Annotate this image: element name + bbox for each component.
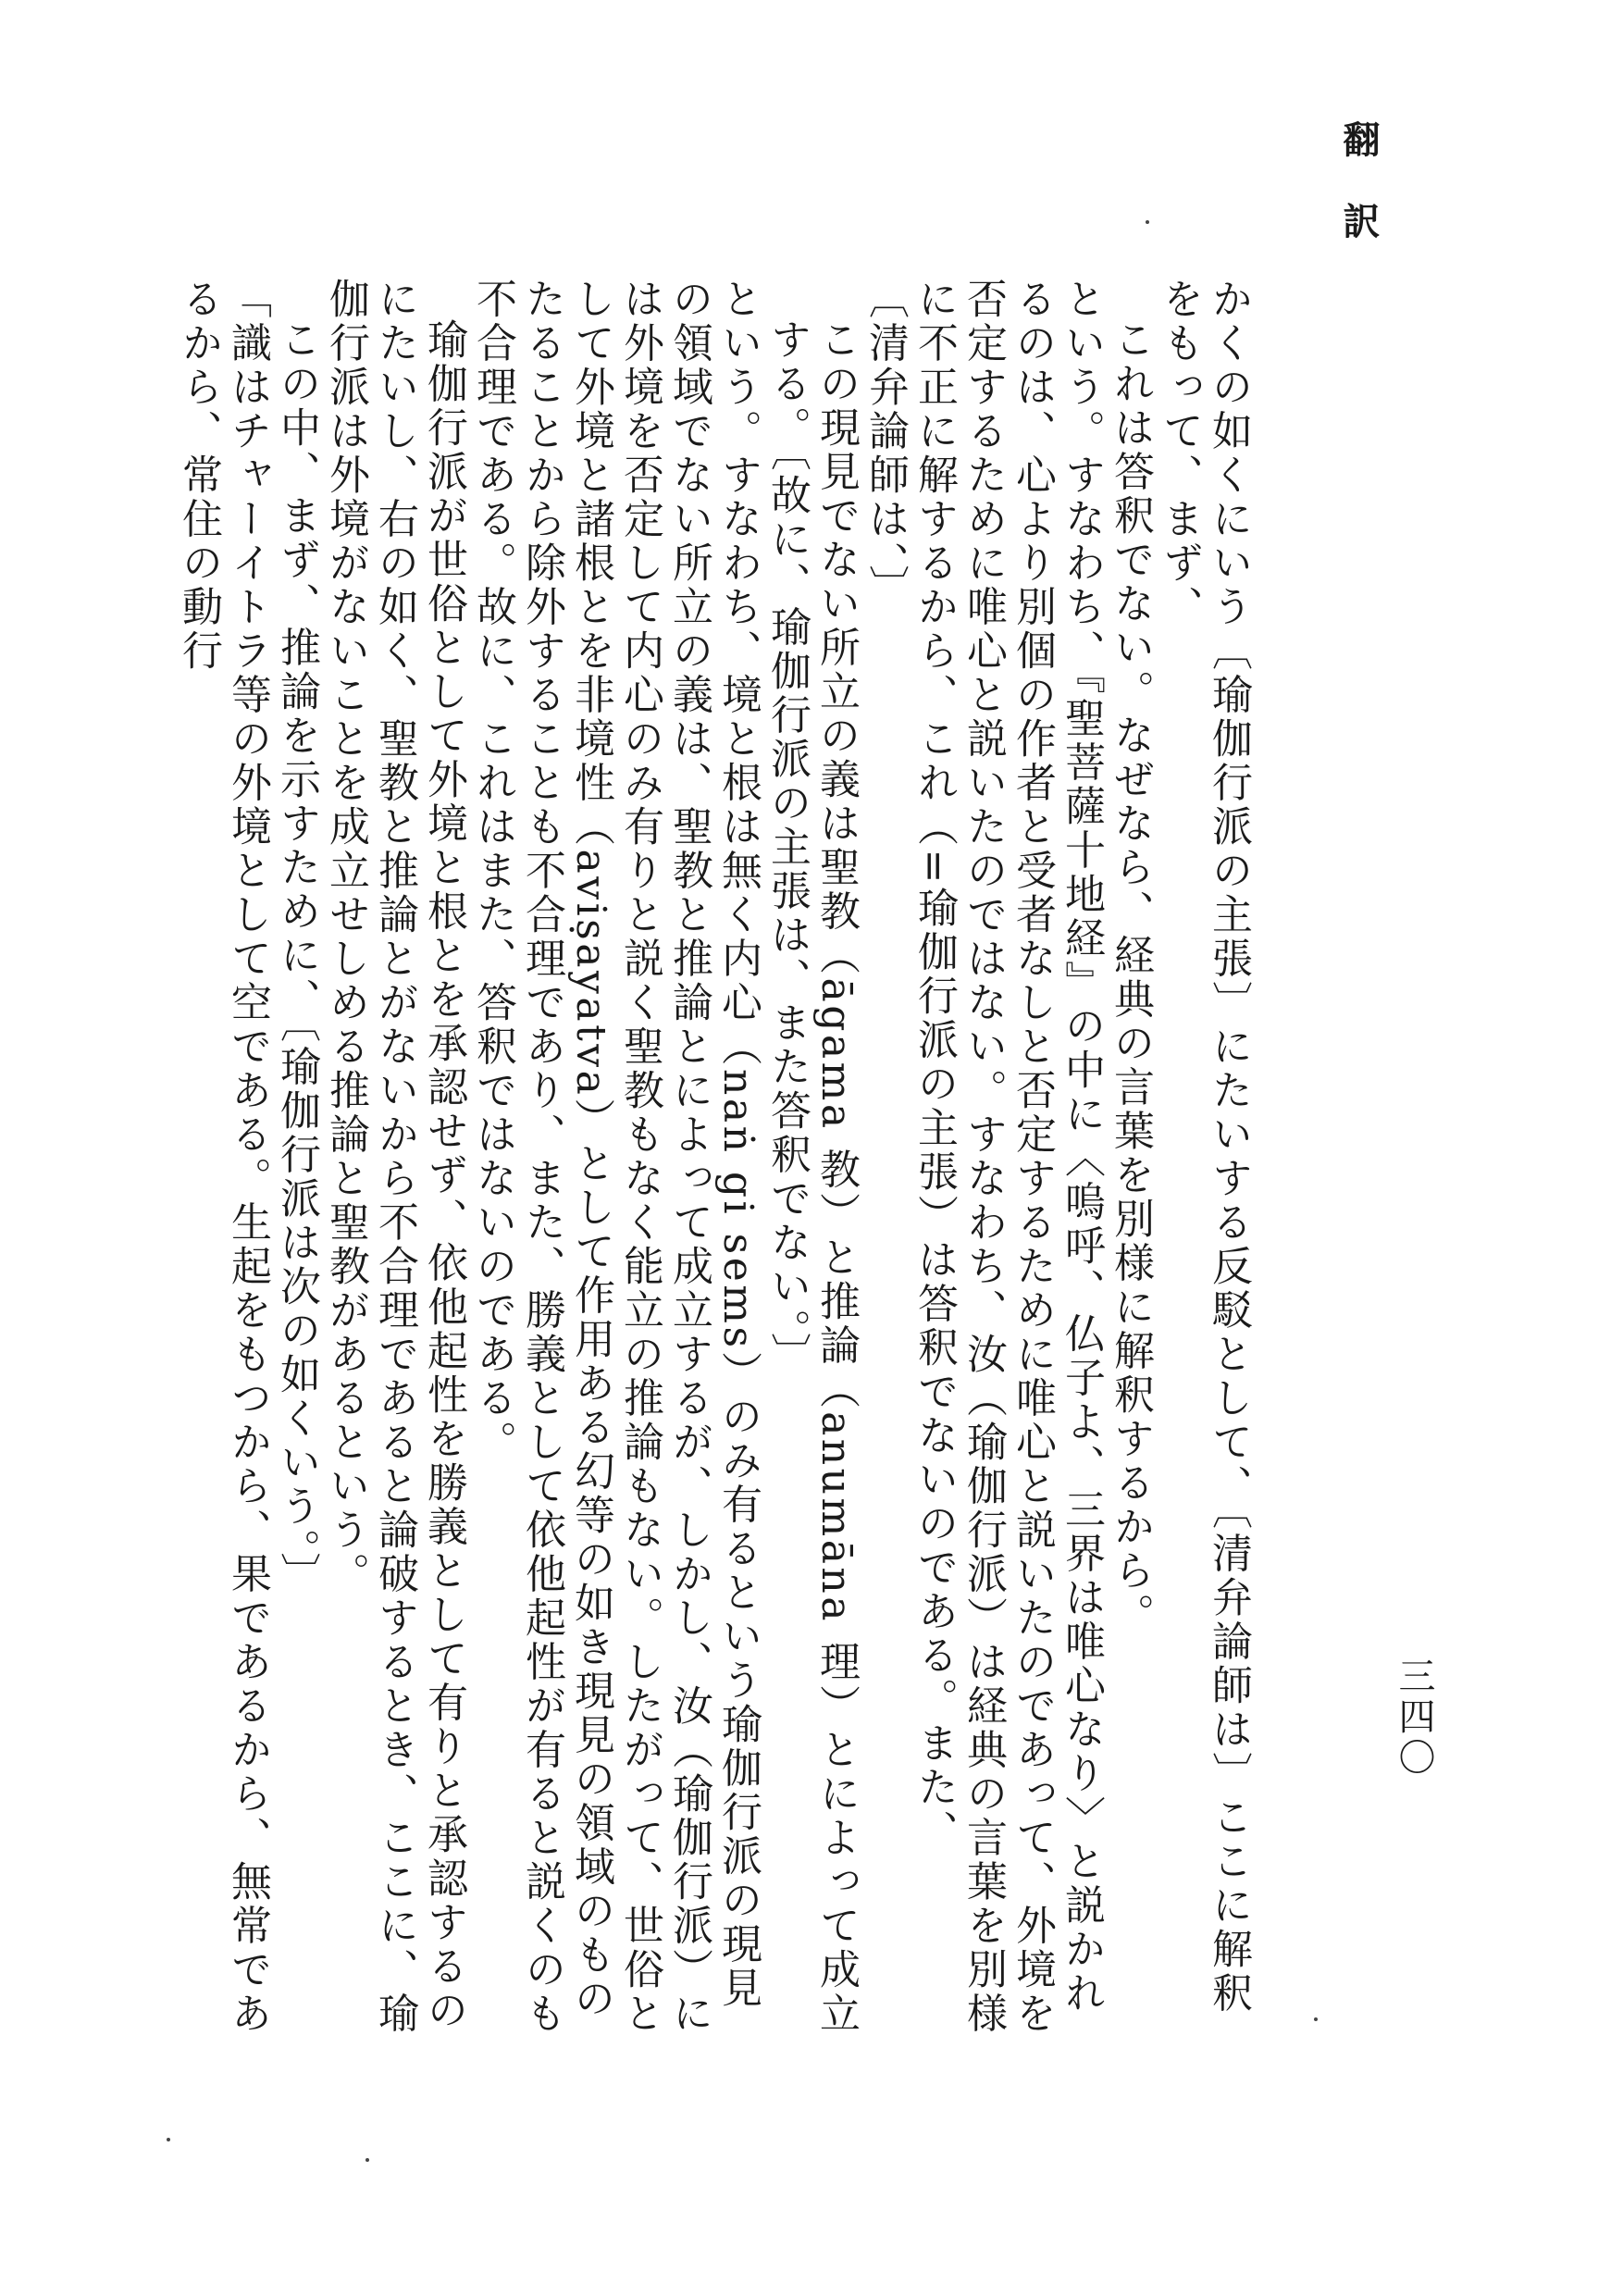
paragraph-5: 瑜伽行派が世俗として外境と根とを承認せず、依他起性を勝義として有りと承認するのにたいし、右の如く、聖教と推論とがないから不合理であると論破するとき、ここに、瑜伽行派は外境がないことを成立せしめる推論と聖教があるという。 — [322, 278, 467, 2036]
quote-3: 「識はチャーイトラ等の外境として空である。生起をもつから、果であるから、無常であるから、常住の動行 — [175, 278, 271, 2036]
quote-2: この現見でない所立の義は聖教（āgama 教）と推論（anumāna 理）とによって成立する。〔故に、瑜伽行派の主張は、また答釈でない。〕 — [763, 318, 860, 2036]
scan-speck — [365, 2158, 369, 2162]
paragraph-1: かくの如くにいう〔瑜伽行派の主張〕にたいする反駁として、〔清弁論師は〕ここに解釈をもって、まず、 — [1156, 278, 1252, 2016]
running-header-title: 翻訳 — [1337, 120, 1381, 283]
scan-speck — [1314, 2017, 1318, 2021]
scan-speck — [167, 2138, 170, 2141]
quote-1: これは答釈でない。なぜなら、経典の言葉を別様に解釈するから。 — [1107, 318, 1154, 1637]
paragraph-6: この中、まず、推論を示すために、〔瑜伽行派は次の如くいう。〕 — [273, 318, 320, 1596]
paragraph-3: 〔清弁論師は、〕 — [861, 278, 909, 609]
paragraph-2: という。すなわち、『聖菩薩十地経』の中に〈嗚呼、仏子よ、三界は唯心なり〉と説かれるのは、心より別個の作者と受者なしと否定するために唯心と説いたのであって、外境を否定するために唯心と説いたのではない。すなわち、汝（瑜伽行派）は経典の言葉を別様に不正に解するから、これ（=瑜伽行派の主張）は答釈でないのである。また、 — [911, 278, 1105, 2036]
scan-speck — [1146, 220, 1149, 224]
page-number: 三四〇 — [1393, 1657, 1435, 1779]
paragraph-4: という。すなわち、境と根は無く内心（naṅ gi sems）のみ有るという瑜伽行派の現見の領域でない所立の義は、聖教と推論とによって成立するが、しかし、汝（瑜伽行派）には外境を否定して内心のみ有りと説く聖教もなく能立の推論もない。したがって、世俗として外境と諸根とを非境性（aviṣayatva）として作用ある幻等の如き現見の領域のものたることから除外することも不合理であり、また、勝義として依他起性が有ると説くのも不合理である。故に、これはまた、答釈ではないのである。 — [469, 278, 762, 2036]
page-header — [0, 37, 1623, 38]
body-text — [175, 278, 1253, 2036]
